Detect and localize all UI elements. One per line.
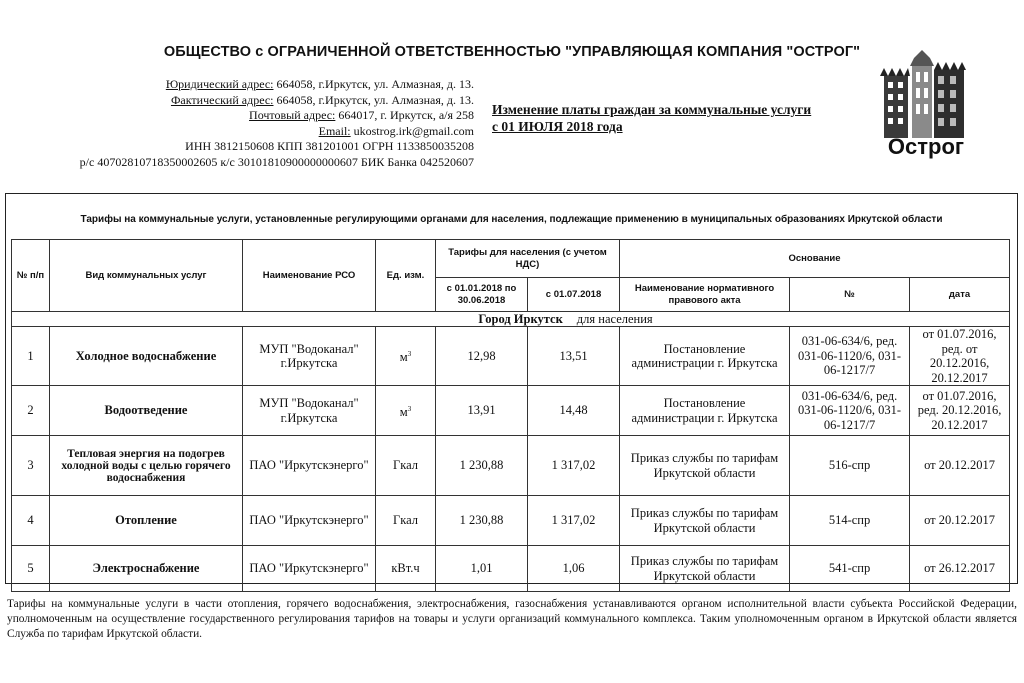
header-tariffs: Тарифы для населения (с учетом НДС) (436, 240, 620, 278)
header-basis: Основание (620, 240, 1010, 278)
row-num: 2 (12, 386, 50, 436)
legal-address-value: 664058, г.Иркутск, ул. Алмазная, д. 13. (273, 77, 474, 91)
table-row (12, 386, 1010, 436)
postal-address (80, 108, 474, 124)
email (80, 124, 474, 140)
row-unit: Гкал (376, 496, 436, 546)
row-service: Отопление (50, 496, 243, 546)
row-num: 4 (12, 496, 50, 546)
table-row (12, 436, 1010, 496)
email-label: Email: (318, 123, 351, 138)
row-act-num: 541-спр (790, 546, 910, 592)
row-tariff-2: 1,06 (528, 546, 620, 592)
row-service: Холодное водоснабжение (50, 327, 243, 386)
row-tariff-1: 1 230,88 (436, 436, 528, 496)
legal-address (80, 77, 474, 93)
row-tariff-1: 1 230,88 (436, 496, 528, 546)
row-unit (376, 327, 436, 386)
header-num: № п/п (12, 240, 50, 312)
row-tariff-2: 14,48 (528, 386, 620, 436)
bank-details: р/с 40702810718350002605 к/с 30101810900000000607 БИК Банка 042520607 (79, 154, 474, 169)
tariff-table-title: Тарифы на коммунальные услуги, установленные регулирующими органами для населения, подлежащие применению в муниципальных образованиях Иркутской области (80, 214, 943, 225)
city-row (12, 312, 1010, 327)
row-act-num: 031-06-634/6, ред. 031-06-1120/6, 031-06-1217/7 (790, 386, 910, 436)
row-act-date: от 20.12.2017 (910, 436, 1010, 496)
row-tariff-2: 13,51 (528, 327, 620, 386)
row-num: 1 (12, 327, 50, 386)
row-service: Тепловая энергия на подогрев холодной воды с целью горячего водоснабжения (50, 436, 243, 496)
table-row (12, 327, 1010, 386)
row-unit-text: м (399, 350, 408, 365)
row-act-num: 031-06-634/6, ред. 031-06-1120/6, 031-06-1217/7 (790, 327, 910, 386)
row-num: 3 (12, 436, 50, 496)
city-name: Город Иркутск (478, 312, 563, 326)
ostrog-logo (876, 48, 976, 164)
row-tariff-1: 12,98 (436, 327, 528, 386)
announcement-line-2: с 01 ИЮЛЯ 2018 года (492, 119, 623, 134)
row-act-date: от 20.12.2017 (910, 496, 1010, 546)
header-act-name: Наименование нормативного правового акта (620, 278, 790, 312)
row-tariff-2: 1 317,02 (528, 436, 620, 496)
actual-address (80, 93, 474, 109)
table-row (12, 546, 1010, 592)
footer-note: Тарифы на коммунальные услуги в части отопления, горячего водоснабжения, электроснабжения, газоснабжения устанавливаются органом исполнительной власти субъекта Российской Федерации, уполномоченным на осуществление государственного регулирования тарифов на товары и услуги организаций коммунального комплекса. Таким уполномоченным органом в Иркутской области является Служба по тарифам Иркутской области. (7, 598, 1017, 640)
postal-address-value: 664017, г. Иркутск, а/я 258 (335, 108, 474, 123)
row-unit-text: м (399, 404, 408, 419)
tariff-table (11, 239, 1010, 592)
address-block (80, 77, 474, 171)
postal-address-label: Почтовый адрес: (249, 108, 336, 123)
row-service: Электроснабжение (50, 546, 243, 592)
row-provider: ПАО "Иркутскэнерго" (243, 546, 376, 592)
row-tariff-2: 1 317,02 (528, 496, 620, 546)
actual-address-label: Фактический адрес: (170, 92, 274, 107)
row-act-date: от 01.07.2016, ред. от 20.12.2016, 20.12.2017 (910, 327, 1010, 386)
announcement-line-1: Изменение платы граждан за коммунальные услуги (492, 102, 812, 117)
actual-address-value: 664058, г.Иркутск, ул. Алмазная, д. 13. (273, 92, 474, 107)
company-ids: ИНН 3812150608 КПП 381201001 ОГРН 1133850035208 (185, 139, 474, 154)
row-provider: ПАО "Иркутскэнерго" (243, 496, 376, 546)
row-provider: ПАО "Иркутскэнерго" (243, 436, 376, 496)
row-provider: МУП "Водоканал" г.Иркутска (243, 386, 376, 436)
row-unit-sup: 3 (407, 350, 412, 359)
row-act-name: Постановление администрации г. Иркутска (620, 386, 790, 436)
header-row-1 (12, 240, 1010, 278)
city-population: для населения (576, 312, 653, 326)
header-period-1: с 01.01.2018 по 30.06.2018 (436, 278, 528, 312)
row-tariff-1: 13,91 (436, 386, 528, 436)
row-tariff-1: 1,01 (436, 546, 528, 592)
row-act-name: Приказ службы по тарифам Иркутской области (620, 436, 790, 496)
row-provider: МУП "Водоканал" г.Иркутска (243, 327, 376, 386)
row-act-date: от 01.07.2016, ред. 20.12.2016, 20.12.2017 (910, 386, 1010, 436)
header-period-2: с 01.07.2018 (528, 278, 620, 312)
logo-wordmark: Острог (887, 134, 965, 159)
row-unit (376, 386, 436, 436)
row-unit-sup: 3 (407, 404, 412, 413)
row-service: Водоотведение (50, 386, 243, 436)
row-num: 5 (12, 546, 50, 592)
company-name: ОБЩЕСТВО с ОГРАНИЧЕННОЙ ОТВЕТСТВЕННОСТЬЮ "УПРАВЛЯЮЩАЯ КОМПАНИЯ "ОСТРОГ" (163, 44, 861, 60)
announcement (492, 101, 811, 135)
table-row (12, 496, 1010, 546)
header-act-num: № (790, 278, 910, 312)
legal-address-label: Юридический адрес: (165, 77, 274, 91)
row-act-name: Постановление администрации г. Иркутска (620, 327, 790, 386)
header-service: Вид коммунальных услуг (50, 240, 243, 312)
row-act-date: от 26.12.2017 (910, 546, 1010, 592)
row-unit: Гкал (376, 436, 436, 496)
row-act-name: Приказ службы по тарифам Иркутской области (620, 496, 790, 546)
header-unit: Ед. изм. (376, 240, 436, 312)
row-act-num: 516-спр (790, 436, 910, 496)
row-act-num: 514-спр (790, 496, 910, 546)
tariff-box (5, 193, 1018, 584)
header-act-date: дата (910, 278, 1010, 312)
header-provider: Наименование РСО (243, 240, 376, 312)
row-act-name: Приказ службы по тарифам Иркутской области (620, 546, 790, 592)
row-unit: кВт.ч (376, 546, 436, 592)
fortress-icon (880, 50, 966, 138)
email-value: ukostrog.irk@gmail.com (350, 123, 474, 138)
